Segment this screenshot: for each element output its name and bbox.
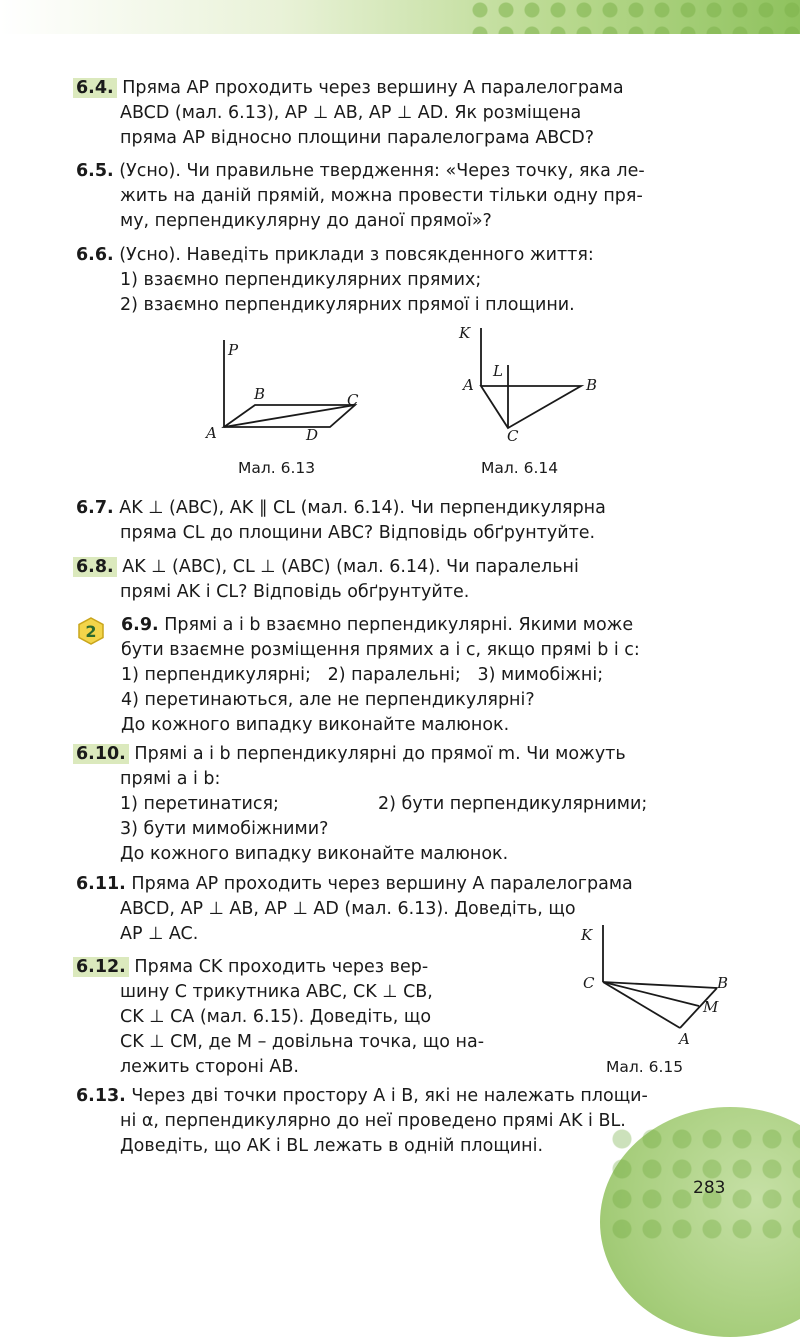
problem-6-9: 6.9. Прямі a і b взаємно перпендикулярні. Якими може бути взаємне розміщення прямих a і c, якщо прямі b і c: 1) перпендикулярні; 2) паралельні; 3) мимобіжні; 4) перетинаються, але не перпендикулярні? До кожного випадку виконайте малюнок. [121,615,640,735]
label-B: B [254,385,266,403]
problem-6-10: 6.10. Прямі a і b перпендикулярні до прямої m. Чи можуть прямі a і b: 1) перетинатися; 2) бути перпендикулярними; 3) бути мимобіжними? До кожного випадку виконайте малюнок. [76,742,731,867]
top-decor-dots [470,0,800,34]
label-P: P [228,341,239,359]
label-K: K [581,926,593,944]
badge-number: 2 [85,622,97,641]
problem-number: 6.8. [73,557,117,577]
label-L: L [493,362,503,380]
caption-6-15: Мал. 6.15 [606,1058,684,1076]
difficulty-badge [77,617,105,645]
label-B: B [586,376,598,394]
problem-6-7: 6.7. AK ⊥ (ABC), AK ∥ CL (мал. 6.14). Чи перпендикулярна пряма CL до площини ABC? Відповідь обґрунтуйте. [76,498,606,543]
problem-6-13: 6.13. Через дві точки простору A і B, які не належать площи- ні α, перпендикулярно до неї проведено прямі AK і BL. Доведіть, що AK і BL лежать в одній площині. [76,1086,648,1156]
label-K: K [459,324,471,342]
figure-6-13 [200,335,380,450]
figure-6-14 [455,320,605,445]
problem-6-12: 6.12. Пряма CK проходить через вер- шину C трикутника ABC, CK ⊥ CB, CK ⊥ CA (мал. 6.15). Доведіть, що CK ⊥ CM, де M – довільна точка, що на- лежить стороні AB. [76,955,556,1080]
label-B: B [717,974,729,992]
problem-number: 6.5. [76,161,114,181]
problem-6-11: 6.11. Пряма AP проходить через вершину A паралелограма ABCD, AP ⊥ AB, AP ⊥ AD (мал. 6.13). Доведіть, що AP ⊥ AC. [76,874,633,944]
problem-number: 6.12. [73,957,129,977]
caption-6-13: Мал. 6.13 [238,459,316,477]
caption-6-14: Мал. 6.14 [481,459,559,477]
problem-6-4: 6.4. Пряма AP проходить через вершину A паралелограма ABCD (мал. 6.13), AP ⊥ AB, AP ⊥ AD. Як розміщена пряма AP відносно площини паралелограма ABCD? [76,76,731,151]
problem-6-8: 6.8. AK ⊥ (ABC), CL ⊥ (ABC) (мал. 6.14). Чи паралельні прямі AK і CL? Відповідь обґрунтуйте. [76,555,731,605]
problem-6-5: 6.5. (Усно). Чи правильне твердження: «Через точку, яка ле- жить на даній прямій, можна провести тільки одну пря- му, перпендикулярну до даної прямої»? [76,161,645,231]
page-number: 283 [693,1178,726,1198]
label-A: A [463,376,474,394]
label-D: D [306,426,319,444]
problem-number: 6.11. [76,874,126,894]
label-M: M [703,998,719,1016]
label-C: C [583,974,595,992]
problem-number: 6.9. [121,615,159,635]
problem-number: 6.10. [73,744,129,764]
problem-number: 6.6. [76,245,114,265]
problem-number: 6.4. [73,78,117,98]
problem-6-6: 6.6. (Усно). Наведіть приклади з повсякденного життя: 1) взаємно перпендикулярних прямих; 2) взаємно перпендикулярних прямої і площини. [76,245,594,315]
figure-6-15 [575,920,735,1050]
problem-number: 6.7. [76,498,114,518]
label-C: C [347,391,359,409]
label-A: A [206,424,217,442]
label-A: A [679,1030,690,1048]
problem-number: 6.13. [76,1086,126,1106]
label-C: C [507,427,519,445]
